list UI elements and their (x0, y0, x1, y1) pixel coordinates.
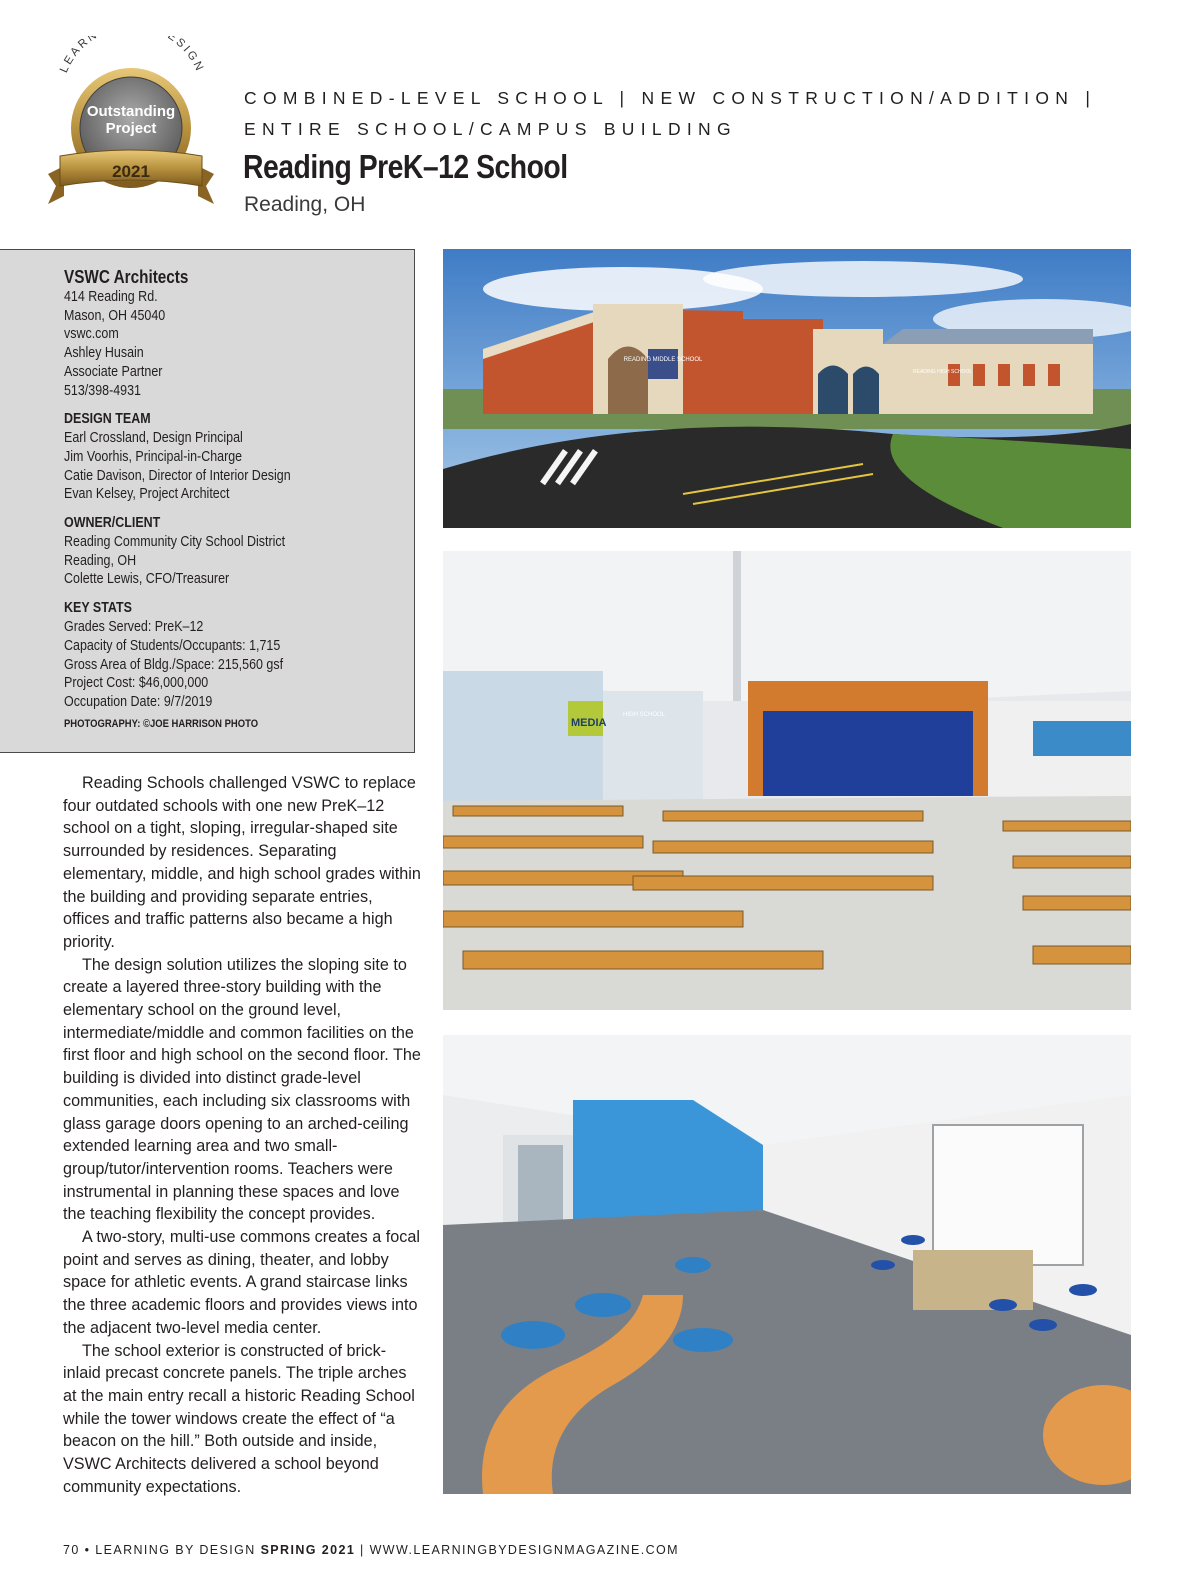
badge-year: 2021 (112, 162, 150, 181)
high-school-sign: READING HIGH SCHOOL (913, 369, 973, 375)
learning-area-photo (443, 1035, 1131, 1494)
design-team-line: Evan Kelsey, Project Architect (64, 486, 230, 503)
body-paragraph: Reading Schools challenged VSWC to replace four outdated schools with one new PreK–12 school on a tight, sloping, irregular-shaped site surrounded by residences. Separating elementary, middle, and high school grades within the building and providing separate entries, offices and traffic patterns also became a high priority. (63, 774, 421, 951)
key-stat-line: Gross Area of Bldg./Space: 215,560 gsf (64, 656, 284, 673)
firm-name: VSWC Architects (64, 267, 189, 287)
high-school-wall-sign: HIGH SCHOOL (623, 712, 666, 718)
category-line-1: COMBINED-LEVEL SCHOOL | NEW CONSTRUCTION/ADDITION | (244, 88, 1097, 108)
badge-graphic (40, 36, 220, 211)
body-paragraph: The school exterior is constructed of brick-inlaid precast concrete panels. The triple arches at the main entry recall a historic Reading School while the tower windows create the effect of “a beacon on the hill.” Both outside and inside, VSWC Architects delivered a school beyond community expectations. (63, 1341, 415, 1496)
owner-line: Reading Community City School District (64, 534, 286, 551)
page-footer (63, 1543, 679, 1557)
owner-heading: OWNER/CLIENT (64, 515, 161, 532)
magazine-name: LEARNING BY DESIGN (95, 1543, 256, 1557)
owner-line: Colette Lewis, CFO/Treasurer (64, 571, 230, 588)
badge-outstanding-text: Outstanding (86, 103, 176, 120)
photo-credit: PHOTOGRAPHY: ©JOE HARRISON PHOTO (64, 717, 259, 730)
body-paragraph: The design solution utilizes the sloping site to create a layered three-story building with the elementary school on the ground level, intermediate/middle and common facilities on the first floor and high school on the second floor. The building is divided into distinct grade-level communities, each including six classrooms with glass garage doors opening to an arched-ceiling extended learning area and two small-group/tutor/intervention rooms. Teachers were instrumental in planning these spaces and love the teaching flexibility the concept provides. (63, 955, 421, 1224)
issue-label: SPRING 2021 (260, 1543, 356, 1557)
design-team-line: Catie Davison, Director of Interior Design (64, 467, 291, 484)
firm-line: vswc.com (64, 326, 119, 343)
footer-bullet: • (84, 1543, 91, 1557)
commons-photo (443, 551, 1131, 1010)
middle-school-sign: READING MIDDLE SCHOOL (623, 357, 703, 363)
key-stat-line: Occupation Date: 9/7/2019 (64, 693, 213, 710)
project-info (64, 266, 409, 730)
firm-line: 513/398-4931 (64, 382, 141, 399)
firm-line: Ashley Husain (64, 345, 144, 362)
key-stat-line: Grades Served: PreK–12 (64, 619, 204, 636)
body-paragraph: A two-story, multi-use commons creates a focal point and serves as dining, theater, and lobby space for athletic events. A grand staircase links the three academic floors and provides views into the adjacent two-level media center. (63, 1228, 420, 1337)
firm-line: 414 Reading Rd. (64, 289, 158, 305)
badge-arc-text: LEARN ESIGN (58, 36, 206, 75)
design-team-line: Jim Voorhis, Principal-in-Charge (64, 448, 243, 465)
design-team-heading: DESIGN TEAM (64, 411, 151, 428)
badge-project-text: Project (105, 120, 157, 137)
project-location: Reading, OH (244, 193, 366, 216)
owner-line: Reading, OH (64, 552, 137, 569)
page-title: Reading PreK–12 School (243, 148, 568, 185)
category-line-2: ENTIRE SCHOOL/CAMPUS BUILDING (244, 119, 737, 139)
key-stat-line: Project Cost: $46,000,000 (64, 675, 209, 692)
magazine-url[interactable]: WWW.LEARNINGBYDESIGNMAGAZINE.COM (369, 1543, 679, 1557)
footer-separator: | (360, 1543, 365, 1557)
page-number: 70 (63, 1543, 80, 1557)
firm-line: Associate Partner (64, 363, 163, 380)
firm-line: Mason, OH 45040 (64, 307, 166, 324)
media-sign: MEDIA (571, 717, 607, 729)
design-team-line: Earl Crossland, Design Principal (64, 430, 243, 447)
article-body (63, 772, 421, 1499)
exterior-photo (443, 249, 1131, 528)
outstanding-project-badge (40, 36, 220, 211)
key-stats-heading: KEY STATS (64, 600, 132, 617)
key-stat-line: Capacity of Students/Occupants: 1,715 (64, 637, 281, 654)
